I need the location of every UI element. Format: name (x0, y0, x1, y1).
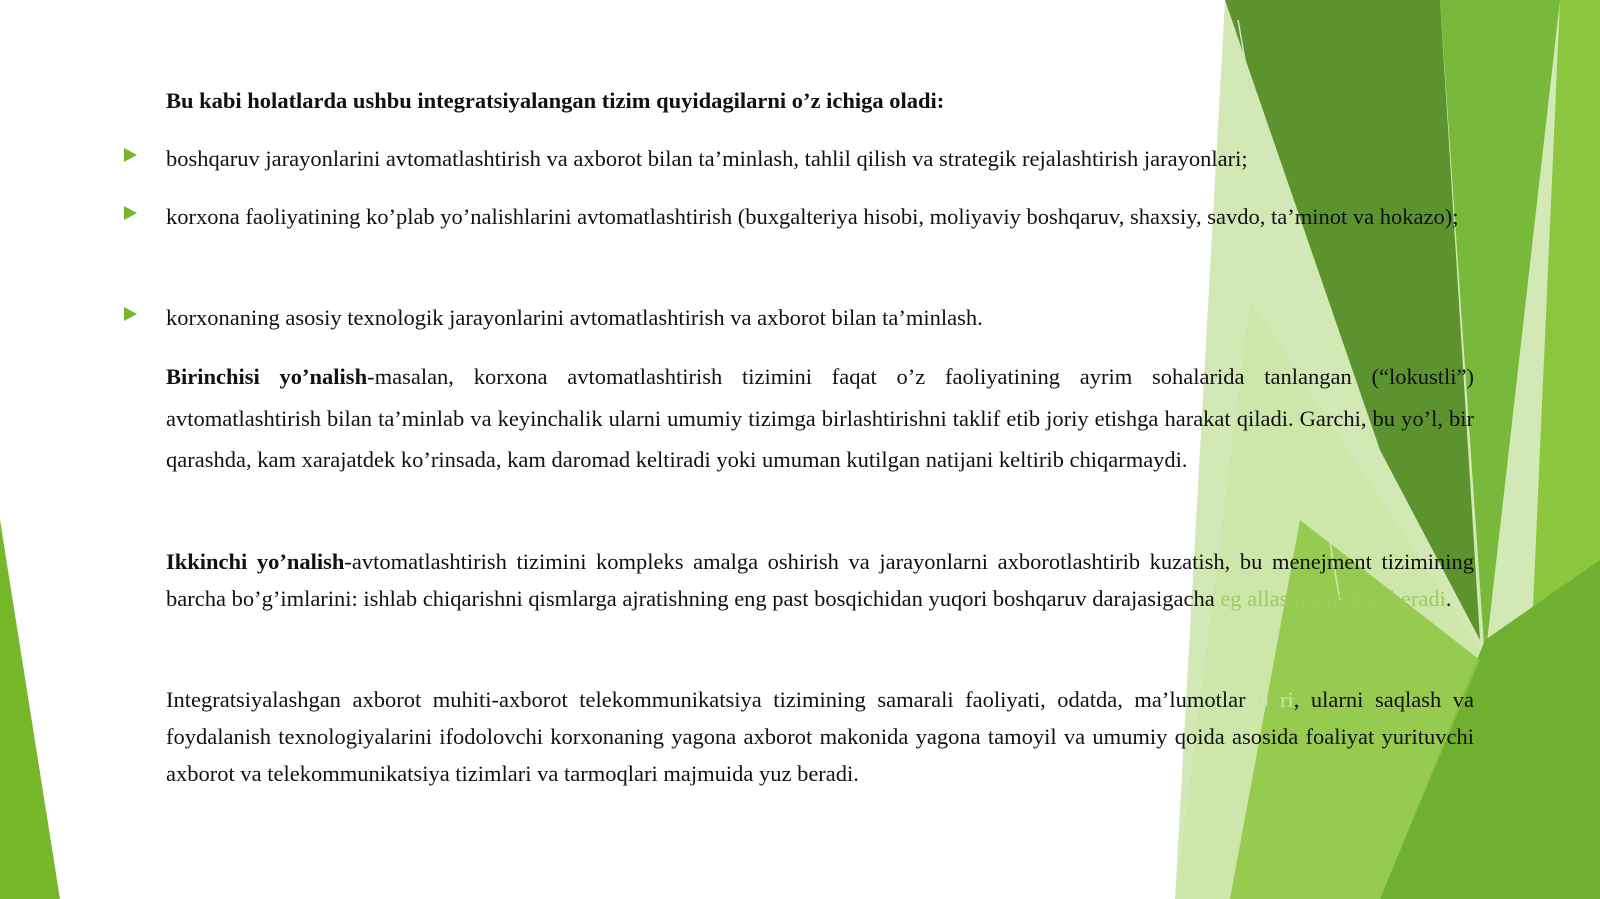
paragraph-first-direction (166, 356, 1474, 481)
paragraph-first-direction-title: Birinchisi yo’nalish (166, 364, 368, 389)
paragraph-first-direction-text: -masalan, korxona avtomatlashtirish tizimini faqat o’z faoliyatining ayrim sohalarida tanlangan (“lokustli”) avtomatlashtirish bilan ta’minlab va keyinchalik ularni umumiy tizimga birlashtirishni taklif etib joriy etishga harakat qiladi. Garchi, bu yo’l, bir qarashda, kam xarajatdek ko’rinsada, kam daromad keltiradi yoki umuman kutilgan natijani keltirib chiqarmaydi. (166, 364, 1475, 472)
triangle-bullet-icon (124, 148, 137, 162)
bullet-item-1: boshqaruv jarayonlarini avtomatlashtirish va axborot bilan ta’minlash, tahlil qilish va strategik rejalashtirish jarayonlari; (166, 146, 1248, 171)
paragraph-second-direction-title: Ikkinchi yo’nalish (166, 549, 345, 574)
paragraph-integrated-faded-2: ri (1280, 687, 1294, 712)
paragraph-integrated-text-start: Integratsiyalashgan axborot muhiti-axborot telekommunikatsiya tizimining samarali faoliyati, odatda, ma’lumotlar (166, 687, 1258, 712)
paragraph-integrated-faded-1: b (1257, 687, 1269, 712)
paragraph-second-direction-end: . (1445, 586, 1452, 611)
paragraph-second-direction (166, 543, 1474, 617)
paragraph-second-direction-text: -avtomatlashtirish tizimini kompleks amalga oshirish va jarayonlarni axborotlashtirib kuzatish, bu menejment tizimining barcha bo’g’imlarini: ishlab chiqarishni qismlarga ajratishning eng past bosqichidan yuqori boshqaruv darajasigacha (166, 549, 1474, 611)
paragraph-second-direction-faded: eg allashga imkon beradi (1220, 586, 1446, 611)
triangle-bullet-icon (124, 307, 137, 321)
paragraph-integrated-text-end: , ularni saqlash va foydalanish texnologiyalarini ifodolovchi korxonaning yagona axborot makonida yagona tamoyil va umumiy qoida asosida foaliyat yurituvchi axborot va telekommunikatsiya tizimlari va tarmoqlari majmuida yuz beradi. (166, 687, 1474, 786)
intro-heading: Bu kabi holatlarda ushbu integratsiyalangan tizim quyidagilarni o’z ichiga oladi: (166, 88, 945, 113)
triangle-bullet-icon (124, 206, 137, 220)
paragraph-integrated-environment (166, 681, 1474, 792)
bullet-item-2: korxona faoliyatining ko’plab yo’nalishlarini avtomatlashtirish (buxgalteriya hisobi, moliyaviy boshqaruv, shaxsiy, savdo, ta’minot va hokazo); (166, 204, 1459, 229)
bullet-item-3: korxonaning asosiy texnologik jarayonlarini avtomatlashtirish va axborot bilan ta’minlash. (166, 305, 983, 330)
